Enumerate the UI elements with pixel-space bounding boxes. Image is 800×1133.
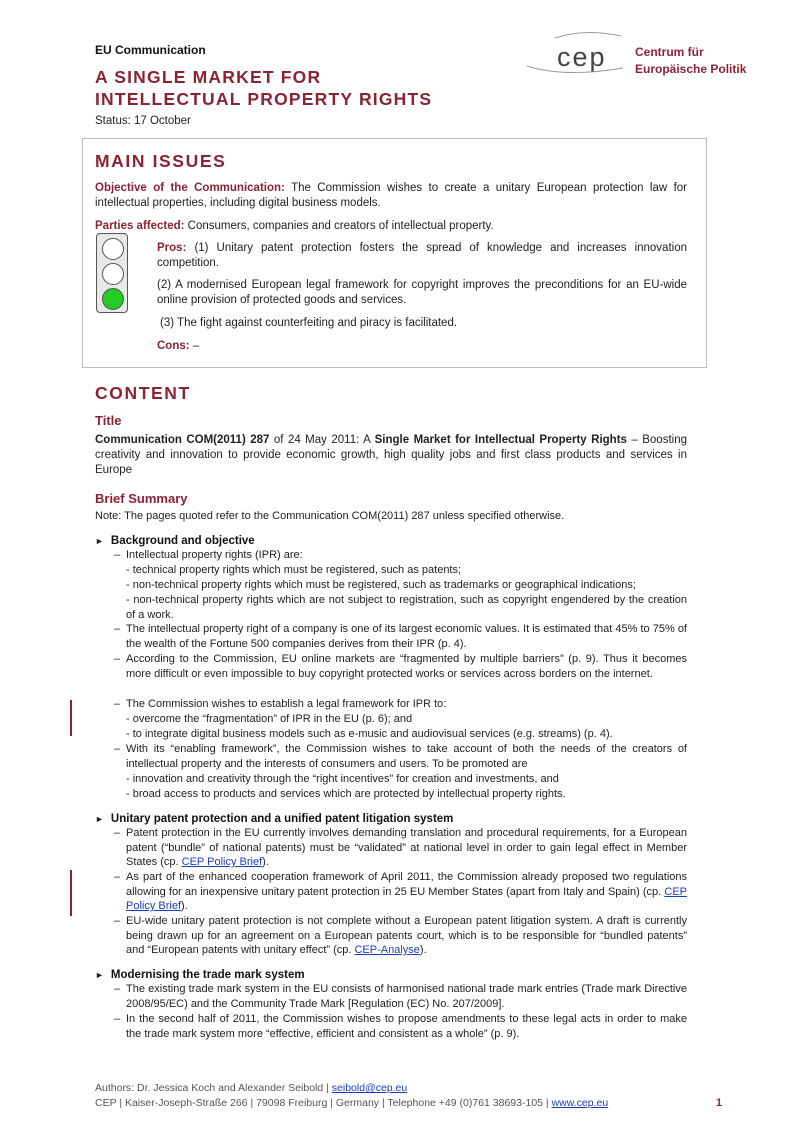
cep-policy-brief-link-1[interactable]: CEP Policy Brief (181, 856, 263, 868)
main-issues-heading: MAIN ISSUES (95, 151, 227, 171)
s1-item-3: - non-technical property rights which are not subject to registration, such as copyright engendered by the creation of a work. (126, 594, 687, 621)
s3-item-1 (114, 982, 687, 1011)
s1-item-1: - technical property rights which must be registered, such as patents; (126, 564, 462, 576)
pros-1-text: (1) Unitary patent protection fosters the spread of knowledge and increases innovation competition. (157, 242, 687, 269)
comm-title: Single Market for Intellectual Property Rights (374, 434, 627, 446)
dash-bullet: – (114, 983, 121, 995)
s2-item-1-text: Patent protection in the EU currently involves demanding translation and procedural requirements, for a European patent (“bundle” of national patents) must be “validated” at national level in order to gain legal effect in Member States (cp. (126, 827, 687, 868)
pros-paragraph-1 (157, 241, 687, 271)
s3-item-2-text: In the second half of 2011, the Commission wishes to propose amendments to these legal acts in order to make the trade mark system more “effective, efficient and consistent as a whole” (p. 9). (126, 1013, 687, 1040)
section-trademark-heading (95, 965, 305, 983)
s1-item-6-text: The Commission wishes to establish a legal framework for IPR to: (126, 698, 447, 710)
s2-item-3-end: ). (419, 944, 427, 956)
s1-item-9 (114, 742, 687, 771)
brief-summary-heading: Brief Summary (95, 491, 188, 506)
s1-item-9-text: With its “enabling framework”, the Commission wishes to take account of both the needs of the creators of intellectual property and the interests of consumers and users. To be promoted are (126, 743, 687, 770)
s1-item-0-text: Intellectual property rights (IPR) are: (126, 549, 303, 561)
logo-text: cep (557, 42, 607, 72)
s2-item-3-text: EU-wide unitary patent protection is not complete without a European patent litigation system. A draft is currently being drawn up for an agreement on a European patents court, which is to be responsible for “bundled patents” and “European patents with unitary effect” (cp. (126, 915, 687, 956)
s1-item-5 (114, 652, 687, 681)
dash-bullet: – (114, 871, 121, 883)
note: Note: The pages quoted refer to the Communication COM(2011) 287 unless specified otherwise. (95, 510, 565, 522)
s1-item-4 (114, 622, 687, 651)
comm-ref: Communication COM(2011) 287 (95, 434, 270, 446)
dash-bullet: – (114, 1013, 121, 1025)
org-name-line2: Europäische Politik (635, 62, 747, 76)
s3-item-1-text: The existing trade mark system in the EU consists of harmonised national trade mark entries (Trade mark Directive 2008/95/EC) and the Community Trade Mark [Regulation (EC) No. 207/2009]. (126, 983, 687, 1010)
doc-title-line1: A SINGLE MARKET FOR (95, 67, 322, 87)
traffic-light-bottom (102, 288, 124, 310)
doc-type: EU Communication (95, 43, 206, 57)
triangle-bullet-icon: ► (95, 536, 104, 546)
dash-bullet: – (114, 827, 121, 839)
dash-bullet: – (114, 549, 121, 561)
s2-item-1-end: ). (262, 856, 269, 868)
section-background-label: Background and objective (110, 535, 255, 547)
change-marker-bar (70, 870, 72, 916)
footer-authors-text: Authors: Dr. Jessica Koch and Alexander Seibold | (95, 1082, 332, 1094)
s2-item-1 (114, 826, 687, 870)
parties-text: Consumers, companies and creators of intellectual property. (184, 220, 494, 232)
s1-item-11: - broad access to products and services which are protected by intellectual property rights. (126, 788, 566, 800)
s3-item-2 (114, 1012, 687, 1041)
cep-policy-brief-link-2[interactable]: CEP Policy Brief (126, 885, 687, 912)
s2-item-2 (114, 870, 687, 914)
objective-paragraph (95, 181, 687, 211)
s2-item-3 (114, 914, 687, 958)
parties-paragraph (95, 219, 687, 234)
doc-title-line2: INTELLECTUAL PROPERTY RIGHTS (95, 89, 433, 109)
status-date: Status: 17 October (95, 115, 191, 127)
parties-label: Parties affected: (95, 220, 185, 232)
dash-bullet: – (114, 653, 121, 665)
section-patent-heading (95, 809, 453, 827)
s1-item-2: - non-technical property rights which must be registered, such as trademarks or geographical indications; (126, 579, 636, 591)
triangle-bullet-icon: ► (95, 970, 104, 980)
footer-address-text: CEP | Kaiser-Joseph-Straße 266 | 79098 Freiburg | Germany | Telephone +49 (0)761 38693-105 | (95, 1097, 552, 1109)
org-name (635, 44, 746, 78)
communication-title-paragraph (95, 433, 687, 478)
change-marker-bar (70, 700, 72, 736)
website-link[interactable]: www.cep.eu (551, 1097, 609, 1109)
objective-text: The Commission wishes to create a unitary European protection law for intellectual properties, including digital business models. (95, 182, 688, 209)
s1-item-0 (114, 548, 687, 563)
triangle-bullet-icon: ► (95, 814, 104, 824)
dash-bullet: – (114, 698, 121, 710)
traffic-light-top (102, 238, 124, 260)
cep-analyse-link[interactable]: CEP-Analyse (354, 944, 420, 956)
objective-label: Objective of the Communication: (95, 182, 285, 194)
footer-authors (95, 1082, 407, 1094)
pros-paragraph-2: (2) A modernised European legal framework for copyright improves the preconditions for an EU-wide online provision of protected goods and services. (157, 279, 687, 306)
s1-item-4-text: The intellectual property right of a company is one of its largest economic values. It is estimated that 45% to 75% of the wealth of the Fortune 500 companies derives from their IPR (p. 4). (126, 623, 687, 650)
s1-item-8: - to integrate digital business models such as e-music and audiovisual services (e.g. streams) (p. 4). (126, 728, 613, 740)
cons-label: Cons: (157, 340, 190, 352)
s1-item-7: - overcome the “fragmentation” of IPR in the EU (p. 6); and (126, 713, 413, 725)
dash-bullet: – (114, 623, 121, 635)
author-email-link[interactable]: seibold@cep.eu (331, 1082, 408, 1094)
dash-bullet: – (114, 743, 121, 755)
cons-paragraph (157, 339, 687, 354)
s1-item-10: - innovation and creativity through the “right incentives” for creation and investments, and (126, 773, 559, 785)
comm-subtitle: – Boosting creativity and innovation to provide economic growth, high quality jobs and first class products and services in Europe (95, 434, 687, 476)
dash-bullet: – (114, 915, 121, 927)
section-patent-label: Unitary patent protection and a unified patent litigation system (110, 813, 454, 825)
traffic-light-middle (102, 263, 124, 285)
s1-item-5-text: According to the Commission, EU online markets are “fragmented by multiple barriers” (p. 9). Thus it becomes more difficult or even impossible to buy copyright protected works or services across borders on the internet. (126, 653, 687, 680)
page-number: 1 (716, 1097, 723, 1109)
cons-text: – (189, 340, 200, 352)
doc-title (95, 66, 515, 110)
pros-paragraph-3: (3) The fight against counterfeiting and piracy is facilitated. (160, 317, 458, 329)
s1-item-6 (114, 697, 687, 712)
content-heading: CONTENT (95, 383, 191, 403)
traffic-light-icon (96, 233, 128, 313)
org-name-line1: Centrum für (635, 45, 704, 59)
title-heading: Title (95, 413, 122, 428)
s2-item-2-text: As part of the enhanced cooperation framework of April 2011, the Commission already proposed two regulations allowing for an inexpensive unitary patent protection in 25 EU Member States (apart from Italy and Spain) (cp. (126, 871, 687, 898)
section-trademark-label: Modernising the trade mark system (110, 969, 305, 981)
s2-item-2-end: ). (181, 900, 188, 912)
footer-address (95, 1097, 608, 1109)
comm-date: of 24 May 2011: A (269, 434, 375, 446)
section-background-heading (95, 531, 255, 549)
pros-label: Pros: (157, 242, 187, 254)
